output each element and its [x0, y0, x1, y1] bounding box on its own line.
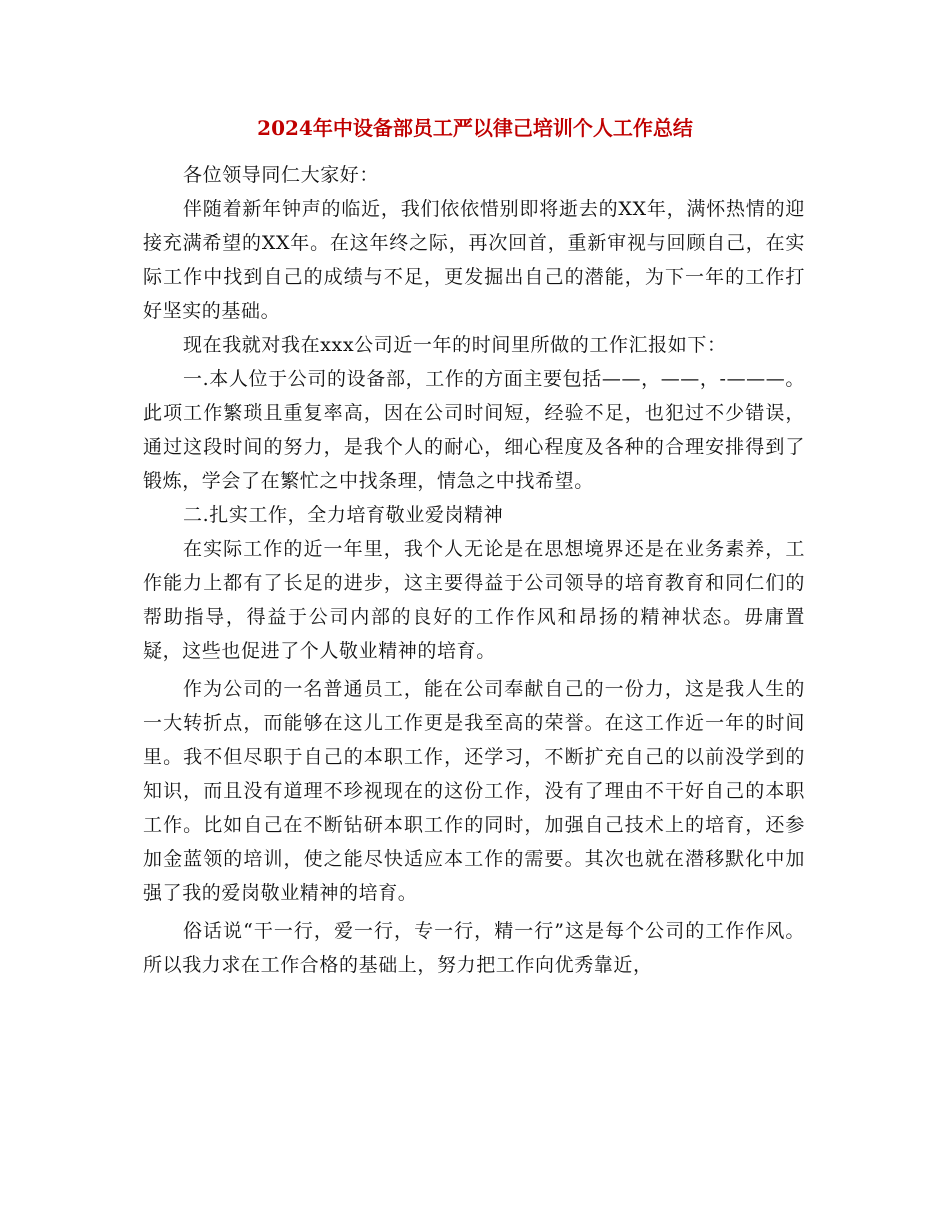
- document-title: 2024年中设备部员工严以律己培训个人工作总结: [257, 116, 693, 140]
- paragraph-intro: 伴随着新年钟声的临近，我们依依惜别即将逝去的XX年，满怀热情的迎接充满希望的XX年。在这年终之际，再次回首，重新审视与回顾自己，在实际工作中找到自己的成绩与不足，更发掘出自己的潜能，为下一年的工作打好坚实的基础。: [143, 198, 805, 322]
- paragraph-section-two-heading: 二.扎实工作，全力培育敬业爱岗精神: [183, 504, 504, 526]
- paragraph-proverb: 俗话说“干一行，爱一行，专一行，精一行”这是每个公司的工作作风。所以我力求在工作合格的基础上，努力把工作向优秀靠近，: [143, 920, 805, 976]
- paragraph-greeting: 各位领导同仁大家好：: [183, 164, 380, 186]
- paragraph-progress: 在实际工作的近一年里，我个人无论是在思想境界还是在业务素养，工作能力上都有了长足的进步，这主要得益于公司领导的培育教育和同仁们的帮助指导，得益于公司内部的良好的工作作风和昂扬的精神状态。毋庸置疑，这些也促进了个人敬业精神的培育。: [143, 538, 805, 662]
- paragraph-employee: 作为公司的一名普通员工，能在公司奉献自己的一份力，这是我人生的一大转折点，而能够在这儿工作更是我至高的荣誉。在这工作近一年的时间里。我不但尽职于自己的本职工作，还学习，不断扩充自己的以前没学到的知识，而且没有道理不珍视现在的这份工作，没有了理由不干好自己的本职工作。比如自己在不断钻研本职工作的同时，加强自己技术上的培育，还参加金蓝领的培训，使之能尽快适应本工作的需要。其次也就在潜移默化中加强了我的爱岗敬业精神的培育。: [143, 678, 805, 904]
- paragraph-section-one: 一.本人位于公司的设备部，工作的方面主要包括——，——，-———。此项工作繁琐且重复率高，因在公司时间短，经验不足，也犯过不少错误，通过这段时间的努力，是我个人的耐心，细心程度及各种的合理安排得到了锻炼，学会了在繁忙之中找条理，情急之中找希望。: [143, 368, 805, 492]
- document-body: [143, 158, 805, 982]
- paragraph-report-lead: 现在我就对我在xxx公司近一年的时间里所做的工作汇报如下：: [183, 334, 727, 356]
